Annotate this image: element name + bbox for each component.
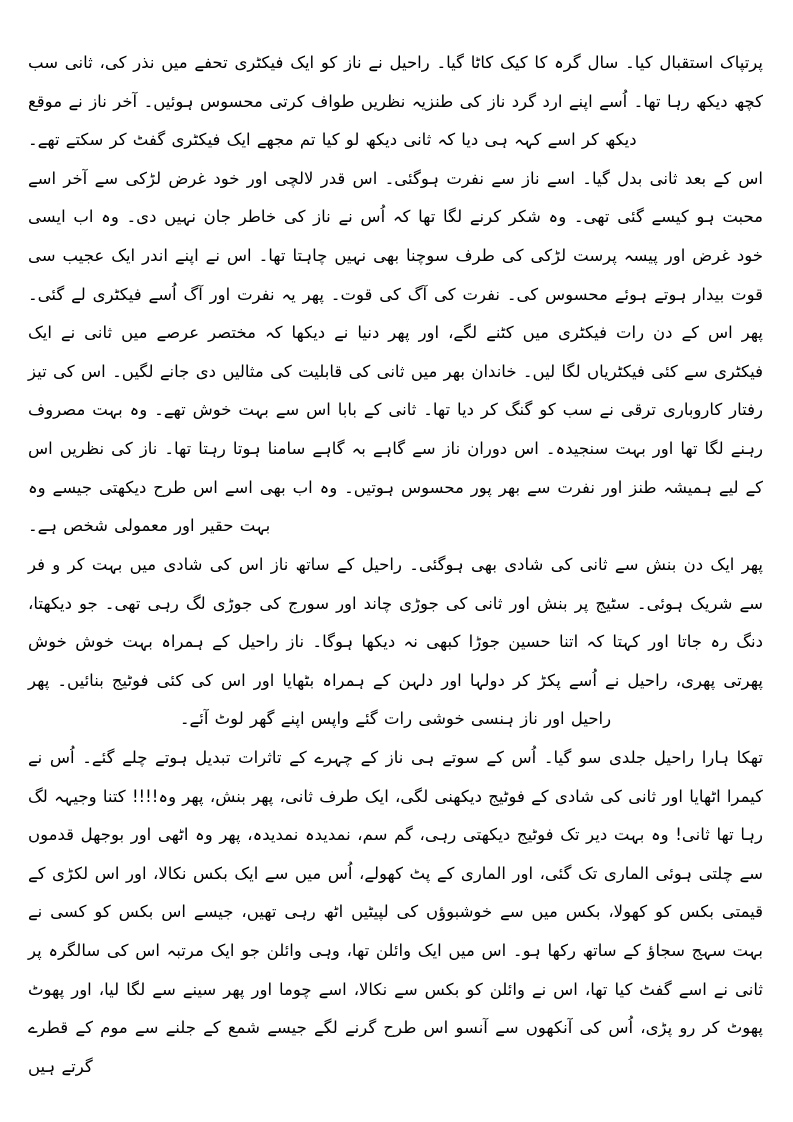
- text-block: [28, 44, 763, 1086]
- paragraph-4: تھکا ہارا راحیل جلدی سو گیا۔ اُس کے سوتے ہی ناز کے چہرے کے تاثرات تبدیل ہوتے چلے گئے۔ اُس نے کیمرا اٹھایا اور ثانی کی شادی کے فوٹیج دیکھنی لگی، ایک طرف ثانی، پھر بنش، پھر وہ!!!! کتنا وجیہہ لگ رہا تھا ثانی! وہ بہت دیر تک فوٹیج دیکھتی رہی، گم سم، نمدیدہ نمدیدہ، پھر وہ اٹھی اور بوجھل قدموں سے چلتی ہوئی الماری تک گئی، اور الماری کے پٹ کھولے، اُس میں سے ایک بکس نکالا، اور اس لکڑی کے قیمتی بکس کو کھولا، بکس میں سے خوشبوؤں کی لپیٹیں اٹھ رہی تھیں، جیسے اس بکس کو کسی نے بہت سہج سجاؤ کے ساتھ رکھا ہو۔ اس میں ایک وائلن تھا، وہی وائلن جو ایک مرتبہ اس کی سالگرہ پر ثانی نے اسے گفٹ کیا تھا، اس نے وائلن کو بکس سے نکالا، اسے چوما اور پھر سینے سے لگا لیا، اور پھوٹ پھوٹ کر رو پڑی، اُس کی آنکھوں سے آنسو اس طرح گرنے لگے جیسے شمع کے جلنے سے موم کے قطرے گرتے ہیں: [28, 747, 763, 1076]
- paragraph-1: پرتپاک استقبال کیا۔ سال گرہ کا کیک کاٹا گیا۔ راحیل نے ناز کو ایک فیکٹری تحفے میں نذر کی، ثانی سب کچھ دیکھ رہا تھا۔ اُسے اپنے ارد گرد ناز کی طنزیہ نظریں طواف کرتی محسوس ہوئیں۔ آخر ناز نے موقع دیکھ کر اسے کہہ ہی دیا کہ ثانی دیکھ لو کیا تم مجھے ایک فیکٹری گفٹ کر سکتے تھے۔: [28, 53, 763, 150]
- paragraph-2: اس کے بعد ثانی بدل گیا۔ اسے ناز سے نفرت ہوگئی۔ اس قدر لالچی اور خود غرض لڑکی سے آخر اسے محبت ہو کیسے گئی تھی۔ وہ شکر کرنے لگا تھا کہ اُس نے ناز کی خاطر جان نہیں دی۔ وہ اب ایسی خود غرض اور پیسہ پرست لڑکی کی طرف سوچنا بھی نہیں چاہتا تھا۔ اس نے اپنے اندر ایک عجیب سی قوت بیدار ہوتے ہوئے محسوس کی۔ نفرت کی آگ کی قوت۔ پھر یہ نفرت اور آگ اُسے فیکٹری لے گئی۔ پھر اس کے دن رات فیکٹری میں کٹنے لگے، اور پھر دنیا نے دیکھا کہ مختصر عرصے میں ثانی نے ایک فیکٹری سے کئی فیکٹریاں لگا لیں۔ خاندان بھر میں ثانی کی قابلیت کی مثالیں دی جانے لگیں۔ اس کی تیز رفتار کاروباری ترقی نے سب کو گنگ کر دیا تھا۔ ثانی کے بابا اس سے بہت خوش تھے۔ وہ بہت مصروف رہنے لگا تھا اور بہت سنجیدہ۔ اس دوران ناز سے گاہے بہ گاہے سامنا ہوتا رہتا تھا۔ ناز کی نظریں اس کے لیے ہمیشہ طنز اور نفرت سے بھر پور محسوس ہوتیں۔ وہ اب بھی اسے اس طرح دیکھتی جیسے وہ بہت حقیر اور معمولی شخص ہے۔: [28, 168, 763, 536]
- paragraph-3: پھر ایک دن بنش سے ثانی کی شادی بھی ہوگئی۔ راحیل کے ساتھ ناز اس کی شادی میں بہت کر و فر سے شریک ہوئی۔ سٹیج پر بنش اور ثانی کی جوڑی چاند اور سورج کی جوڑی لگ رہی تھی۔ جو دیکھتا، دنگ رہ جاتا اور کہتا کہ اتنا حسین جوڑا کبھی نہ دیکھا ہوگا۔ ناز راحیل کے ہمراہ بہت خوش خوش پھرتی پھری، راحیل نے اُسے پکڑ کر دولہا اور دلہن کے ہمراہ بٹھایا اور اس کی کئی فوٹیج بنائیں۔ پھر راحیل اور ناز ہنسی خوشی رات گئے واپس اپنے گھر لوٹ آئے۔: [28, 554, 763, 729]
